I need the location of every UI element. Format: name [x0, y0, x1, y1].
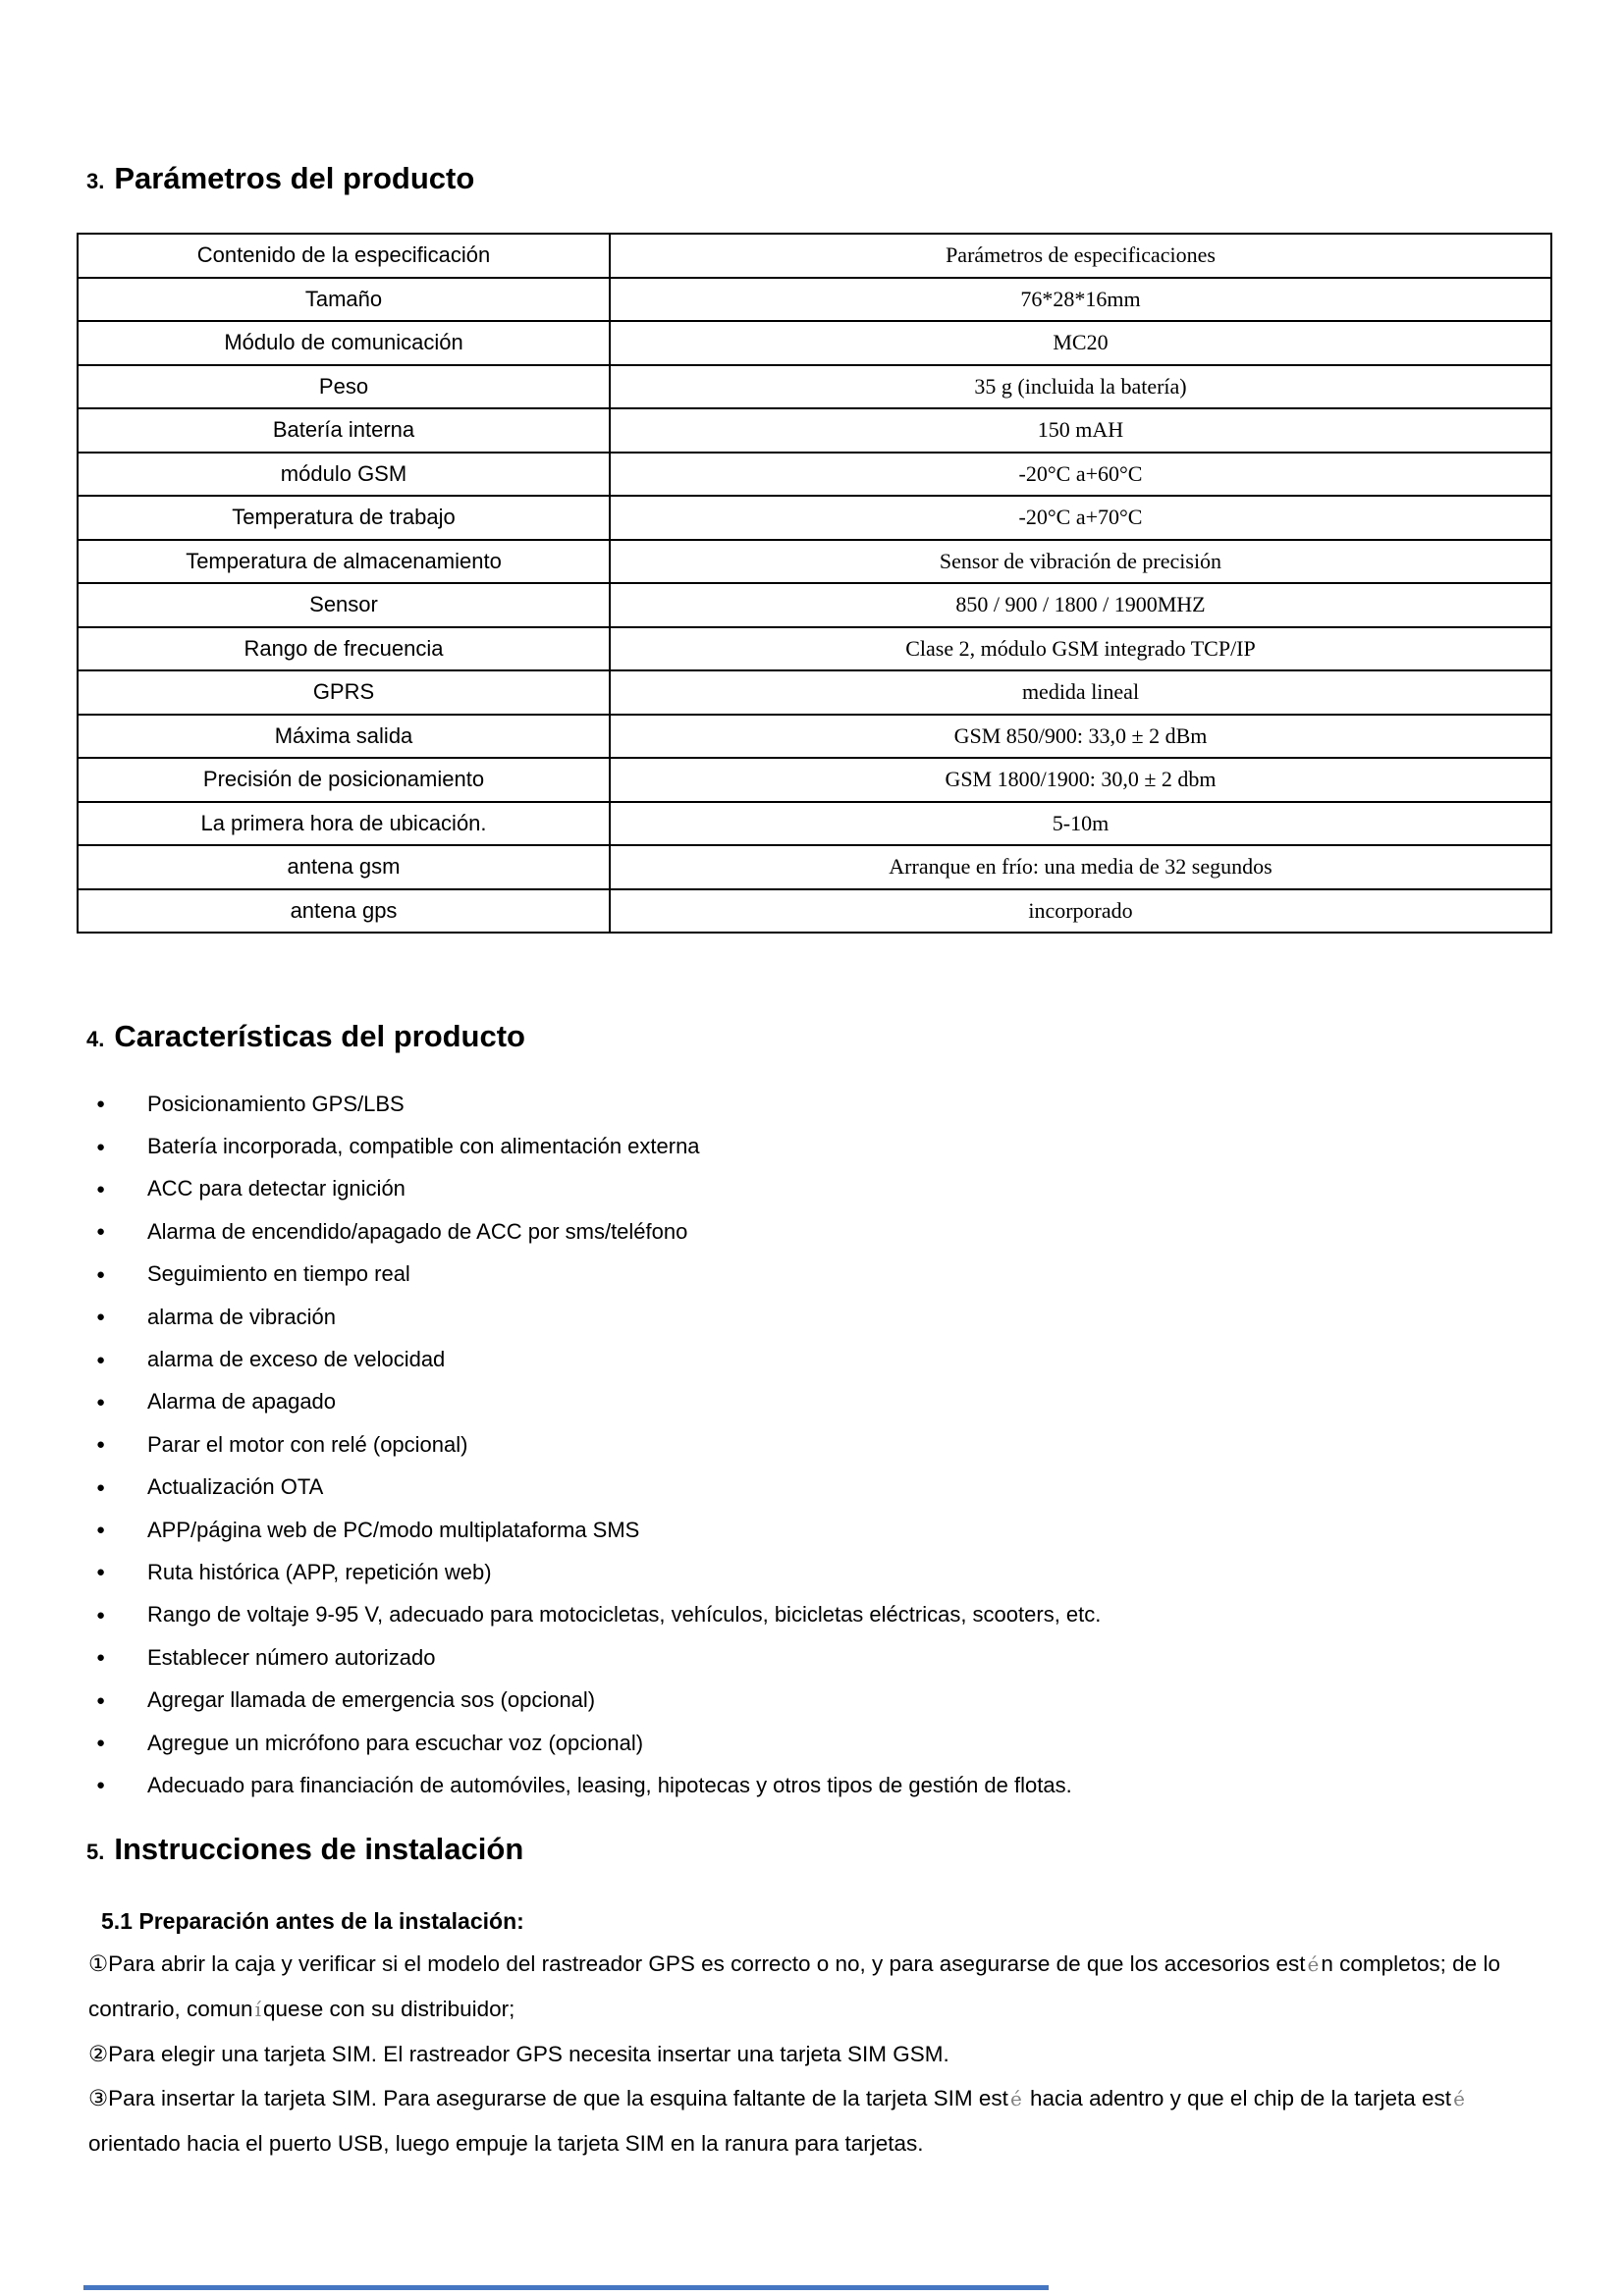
step-segment: Para abrir la caja y verificar si el modelo del rastreador GPS es correcto o no, y para asegurarse de que los accesorios est [108, 1951, 1306, 1976]
value-cell: GSM 850/900: 33,0 ± 2 dBm [610, 715, 1551, 759]
feature-label: alarma de vibración [147, 1304, 336, 1329]
feature-item [96, 1296, 1559, 1338]
feature-item [96, 1423, 1559, 1466]
feature-item [96, 1168, 1559, 1210]
bullet-icon: ● [96, 1436, 106, 1454]
table-row [78, 758, 1551, 802]
step-number-icon: ② [88, 2042, 109, 2066]
feature-item [96, 1594, 1559, 1636]
value-cell: GSM 1800/1900: 30,0 ± 2 dbm [610, 758, 1551, 802]
param-cell: Rango de frecuencia [78, 627, 610, 671]
step-number-icon: ① [88, 1951, 109, 1976]
value-cell: MC20 [610, 321, 1551, 365]
value-cell: 150 mAH [610, 408, 1551, 453]
table-row [78, 540, 1551, 584]
feature-item [96, 1722, 1559, 1764]
bullet-icon: ● [96, 1522, 106, 1539]
value-cell: 35 g (incluida la batería) [610, 365, 1551, 409]
step-text [88, 2086, 1467, 2156]
bullet-icon: ● [96, 1095, 106, 1113]
feature-item [96, 1254, 1559, 1296]
section-5-heading [86, 1832, 523, 1867]
feature-label: Parar el motor con relé (opcional) [147, 1431, 468, 1457]
feature-label: Alarma de encendido/apagado de ACC por sms/teléfono [147, 1218, 688, 1244]
feature-label: APP/página web de PC/modo multiplataforma SMS [147, 1517, 640, 1542]
feature-label: Actualización OTA [147, 1474, 324, 1500]
step-segment: orientado hacia el puerto USB, luego empuje la tarjeta SIM en la ranura para tarjetas. [88, 2131, 924, 2156]
table-row [78, 802, 1551, 846]
param-cell: Temperatura de trabajo [78, 496, 610, 540]
value-cell: incorporado [610, 889, 1551, 934]
step-segment: é [1307, 1952, 1320, 1976]
step-segment: í [254, 1998, 261, 2021]
param-cell: antena gps [78, 889, 610, 934]
bullet-icon: ● [96, 1564, 106, 1581]
table-row [78, 889, 1551, 934]
table-row [78, 627, 1551, 671]
step-segment: Para elegir una tarjeta SIM. El rastreador GPS necesita insertar una tarjeta SIM GSM. [108, 2042, 949, 2066]
feature-label: Ruta histórica (APP, repetición web) [147, 1559, 492, 1584]
table-body [78, 234, 1551, 933]
features-list [96, 1083, 1559, 1807]
section-5-number: 5. [86, 1840, 105, 1864]
feature-label: Rango de voltaje 9-95 V, adecuado para motocicletas, vehículos, bicicletas eléctricas, scooters, etc. [147, 1602, 1102, 1628]
section-3-heading [86, 161, 474, 196]
table-row [78, 715, 1551, 759]
table-row [78, 496, 1551, 540]
value-cell: -20°C a+60°C [610, 453, 1551, 497]
feature-label: Batería incorporada, compatible con alimentación externa [147, 1134, 700, 1159]
product-parameters-table [77, 233, 1552, 934]
feature-label: alarma de exceso de velocidad [147, 1347, 446, 1372]
bullet-icon: ● [96, 1180, 106, 1198]
value-cell: Parámetros de especificaciones [610, 234, 1551, 278]
param-cell: Contenido de la especificación [78, 234, 610, 278]
param-cell: Temperatura de almacenamiento [78, 540, 610, 584]
step-text [88, 1951, 1500, 2021]
feature-item [96, 1551, 1559, 1593]
param-cell: La primera hora de ubicación. [78, 802, 610, 846]
feature-label: Agregar llamada de emergencia sos (opcional) [147, 1687, 596, 1713]
step-text [108, 2042, 949, 2066]
table-row [78, 321, 1551, 365]
section-4-title: Características del producto [114, 1019, 525, 1053]
section-3-title: Parámetros del producto [114, 161, 475, 195]
feature-label: Establecer número autorizado [147, 1644, 436, 1670]
table-row [78, 365, 1551, 409]
step-number-icon: ③ [88, 2086, 109, 2110]
step-segment: n completos; de lo contrario, comun [88, 1951, 1500, 2021]
step-segment: quese con su distribuidor; [262, 1997, 515, 2021]
step-segment: é [1009, 2087, 1022, 2110]
bottom-divider [83, 2285, 1049, 2290]
feature-label: Seguimiento en tiempo real [147, 1261, 410, 1287]
value-cell: 5-10m [610, 802, 1551, 846]
value-cell: -20°C a+70°C [610, 496, 1551, 540]
step-segment: é [1453, 2087, 1465, 2110]
bullet-icon: ● [96, 1691, 106, 1709]
feature-item [96, 1125, 1559, 1167]
value-cell: Arranque en frío: una media de 32 segundos [610, 845, 1551, 889]
value-cell: 76*28*16mm [610, 278, 1551, 322]
value-cell: 850 / 900 / 1800 / 1900MHZ [610, 583, 1551, 627]
feature-item [96, 1509, 1559, 1551]
bullet-icon: ● [96, 1393, 106, 1411]
table-row [78, 845, 1551, 889]
table-row [78, 278, 1551, 322]
table-row [78, 453, 1551, 497]
feature-label: Alarma de apagado [147, 1389, 337, 1415]
value-cell: Clase 2, módulo GSM integrado TCP/IP [610, 627, 1551, 671]
feature-item [96, 1381, 1559, 1423]
param-cell: módulo GSM [78, 453, 610, 497]
feature-item [96, 1467, 1559, 1509]
installation-steps [88, 1942, 1536, 2165]
table-row [78, 234, 1551, 278]
param-cell: Máxima salida [78, 715, 610, 759]
bullet-icon: ● [96, 1223, 106, 1241]
step-paragraph [88, 2032, 1536, 2076]
param-cell: antena gsm [78, 845, 610, 889]
section-3-number: 3. [86, 169, 105, 193]
param-cell: Batería interna [78, 408, 610, 453]
param-cell: Precisión de posicionamiento [78, 758, 610, 802]
bullet-icon: ● [96, 1478, 106, 1496]
feature-label: Agregue un micrófono para escuchar voz (opcional) [147, 1730, 644, 1755]
feature-item [96, 1338, 1559, 1380]
step-paragraph [88, 1942, 1536, 2032]
table-row [78, 408, 1551, 453]
param-cell: GPRS [78, 670, 610, 715]
value-cell: medida lineal [610, 670, 1551, 715]
feature-label: ACC para detectar ignición [147, 1176, 406, 1201]
section-5-title: Instrucciones de instalación [114, 1832, 524, 1866]
feature-item [96, 1083, 1559, 1125]
bullet-icon: ● [96, 1735, 106, 1752]
feature-item [96, 1679, 1559, 1721]
step-paragraph [88, 2076, 1536, 2165]
step-segment: Para insertar la tarjeta SIM. Para asegurarse de que la esquina faltante de la tarjeta SIM est [108, 2086, 1008, 2110]
table-row [78, 670, 1551, 715]
bullet-icon: ● [96, 1606, 106, 1624]
bullet-icon: ● [96, 1265, 106, 1283]
bullet-icon: ● [96, 1308, 106, 1326]
feature-item [96, 1636, 1559, 1679]
section-4-number: 4. [86, 1027, 105, 1051]
param-cell: Módulo de comunicación [78, 321, 610, 365]
feature-item [96, 1764, 1559, 1806]
bullet-icon: ● [96, 1138, 106, 1155]
section-4-heading [86, 1019, 525, 1054]
step-segment: hacia adentro y que el chip de la tarjeta est [1023, 2086, 1452, 2110]
table-row [78, 583, 1551, 627]
feature-label: Adecuado para financiación de automóviles, leasing, hipotecas y otros tipos de gestión de flotas. [147, 1772, 1072, 1797]
param-cell: Sensor [78, 583, 610, 627]
bullet-icon: ● [96, 1649, 106, 1667]
bullet-icon: ● [96, 1777, 106, 1794]
value-cell: Sensor de vibración de precisión [610, 540, 1551, 584]
subsection-5-1-title: 5.1 Preparación antes de la instalación: [101, 1908, 524, 1934]
param-cell: Peso [78, 365, 610, 409]
feature-label: Posicionamiento GPS/LBS [147, 1091, 405, 1116]
param-cell: Tamaño [78, 278, 610, 322]
feature-item [96, 1210, 1559, 1253]
bullet-icon: ● [96, 1351, 106, 1368]
